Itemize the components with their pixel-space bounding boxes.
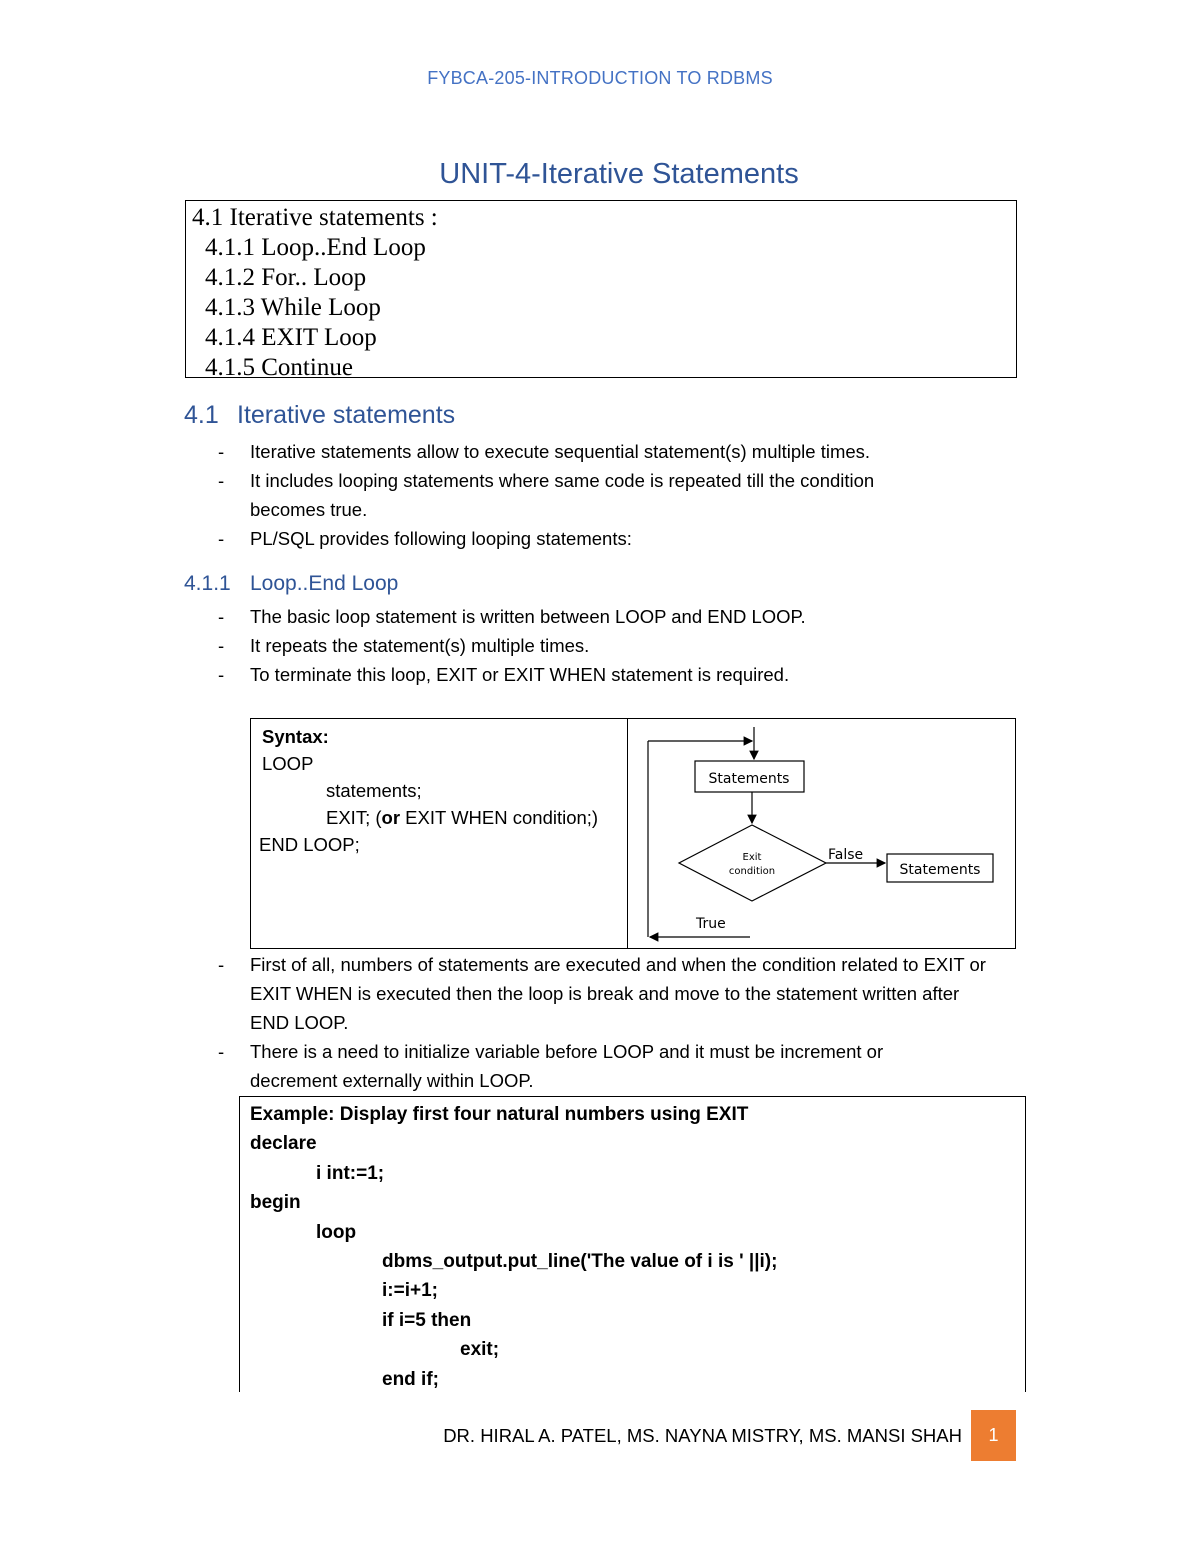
toc-item: 4.1.1 Loop..End Loop bbox=[205, 234, 426, 261]
diamond-label: condition bbox=[728, 866, 776, 877]
code-line: declare bbox=[250, 1133, 317, 1155]
list-item: - PL/SQL provides following looping statements: bbox=[218, 528, 632, 549]
list-item: - It repeats the statement(s) multiple times. bbox=[218, 635, 590, 656]
loop-flowchart bbox=[628, 719, 1015, 948]
section-title: Iterative statements bbox=[237, 401, 456, 429]
statements-after-label: Statements bbox=[899, 862, 981, 878]
toc-item: 4.1 Iterative statements : bbox=[192, 204, 438, 231]
bullet-list-loop-notes bbox=[186, 950, 1002, 1095]
diamond-label: Exit bbox=[742, 852, 762, 863]
list-item: - First of all, numbers of statements are executed and when the condition related to EXIT or EXIT WHEN is executed then the loop is break and move to the statement written after END LOOP. bbox=[218, 954, 986, 1033]
false-label: False bbox=[828, 847, 864, 863]
code-lines bbox=[250, 1129, 1025, 1394]
example-title: Example: Display first four natural numbers using EXIT bbox=[250, 1104, 749, 1125]
list-item: - Iterative statements allow to execute sequential statement(s) multiple times. bbox=[218, 441, 871, 462]
footer-authors: DR. HIRAL A. PATEL, MS. NAYNA MISTRY, MS. MANSI SHAH bbox=[443, 1425, 962, 1446]
code-line: begin bbox=[250, 1192, 301, 1214]
toc-item: 4.1.5 Continue bbox=[205, 354, 353, 381]
statements-box-label: Statements bbox=[708, 771, 790, 787]
toc-item: 4.1.3 While Loop bbox=[205, 294, 381, 321]
true-label: True bbox=[696, 916, 726, 932]
bullet-list-4-1 bbox=[186, 437, 1010, 553]
list-item: - To terminate this loop, EXIT or EXIT WHEN statement is required. bbox=[218, 664, 790, 685]
exit-condition-diamond bbox=[679, 825, 826, 901]
section-number: 4.1 bbox=[184, 401, 219, 429]
list-item: - The basic loop statement is written between LOOP and END LOOP. bbox=[218, 606, 806, 627]
section-title: Loop..End Loop bbox=[250, 572, 399, 595]
syntax-table bbox=[250, 718, 1016, 949]
page-number-badge: 1 bbox=[971, 1410, 1016, 1461]
code-line: loop bbox=[316, 1221, 357, 1243]
bullet-list-4-1-1 bbox=[186, 602, 1010, 689]
page-title: UNIT-4-Iterative Statements bbox=[439, 158, 799, 190]
syntax-cell bbox=[251, 719, 628, 948]
toc-item: 4.1.2 For.. Loop bbox=[205, 264, 367, 291]
code-line: end if; bbox=[382, 1368, 439, 1390]
example-code-box bbox=[239, 1096, 1026, 1392]
list-item: - It includes looping statements where same code is repeated till the condition becomes true. bbox=[218, 470, 875, 520]
code-line: exit; bbox=[460, 1339, 500, 1361]
section-number: 4.1.1 bbox=[184, 572, 231, 595]
syntax-line: EXIT; (or EXIT WHEN condition;) bbox=[326, 807, 599, 828]
section-heading-4-1-1 bbox=[184, 572, 398, 596]
section-heading-4-1 bbox=[184, 401, 455, 430]
code-line: i:=i+1; bbox=[382, 1280, 438, 1302]
table-of-contents-box bbox=[185, 200, 1017, 381]
toc-item: 4.1.4 EXIT Loop bbox=[205, 324, 377, 351]
code-line: dbms_output.put_line('The value of i is ' ||i); bbox=[382, 1251, 778, 1273]
syntax-line: LOOP bbox=[262, 753, 314, 774]
list-item: - There is a need to initialize variable before LOOP and it must be increment or decrement externally within LOOP. bbox=[218, 1041, 884, 1091]
syntax-label: Syntax: bbox=[262, 726, 329, 747]
syntax-line: END LOOP; bbox=[259, 834, 360, 855]
code-line: i int:=1; bbox=[316, 1162, 385, 1184]
page-header: FYBCA-205-INTRODUCTION TO RDBMS bbox=[427, 68, 773, 88]
syntax-line: statements; bbox=[326, 780, 422, 801]
code-line: if i=5 then bbox=[382, 1309, 472, 1331]
